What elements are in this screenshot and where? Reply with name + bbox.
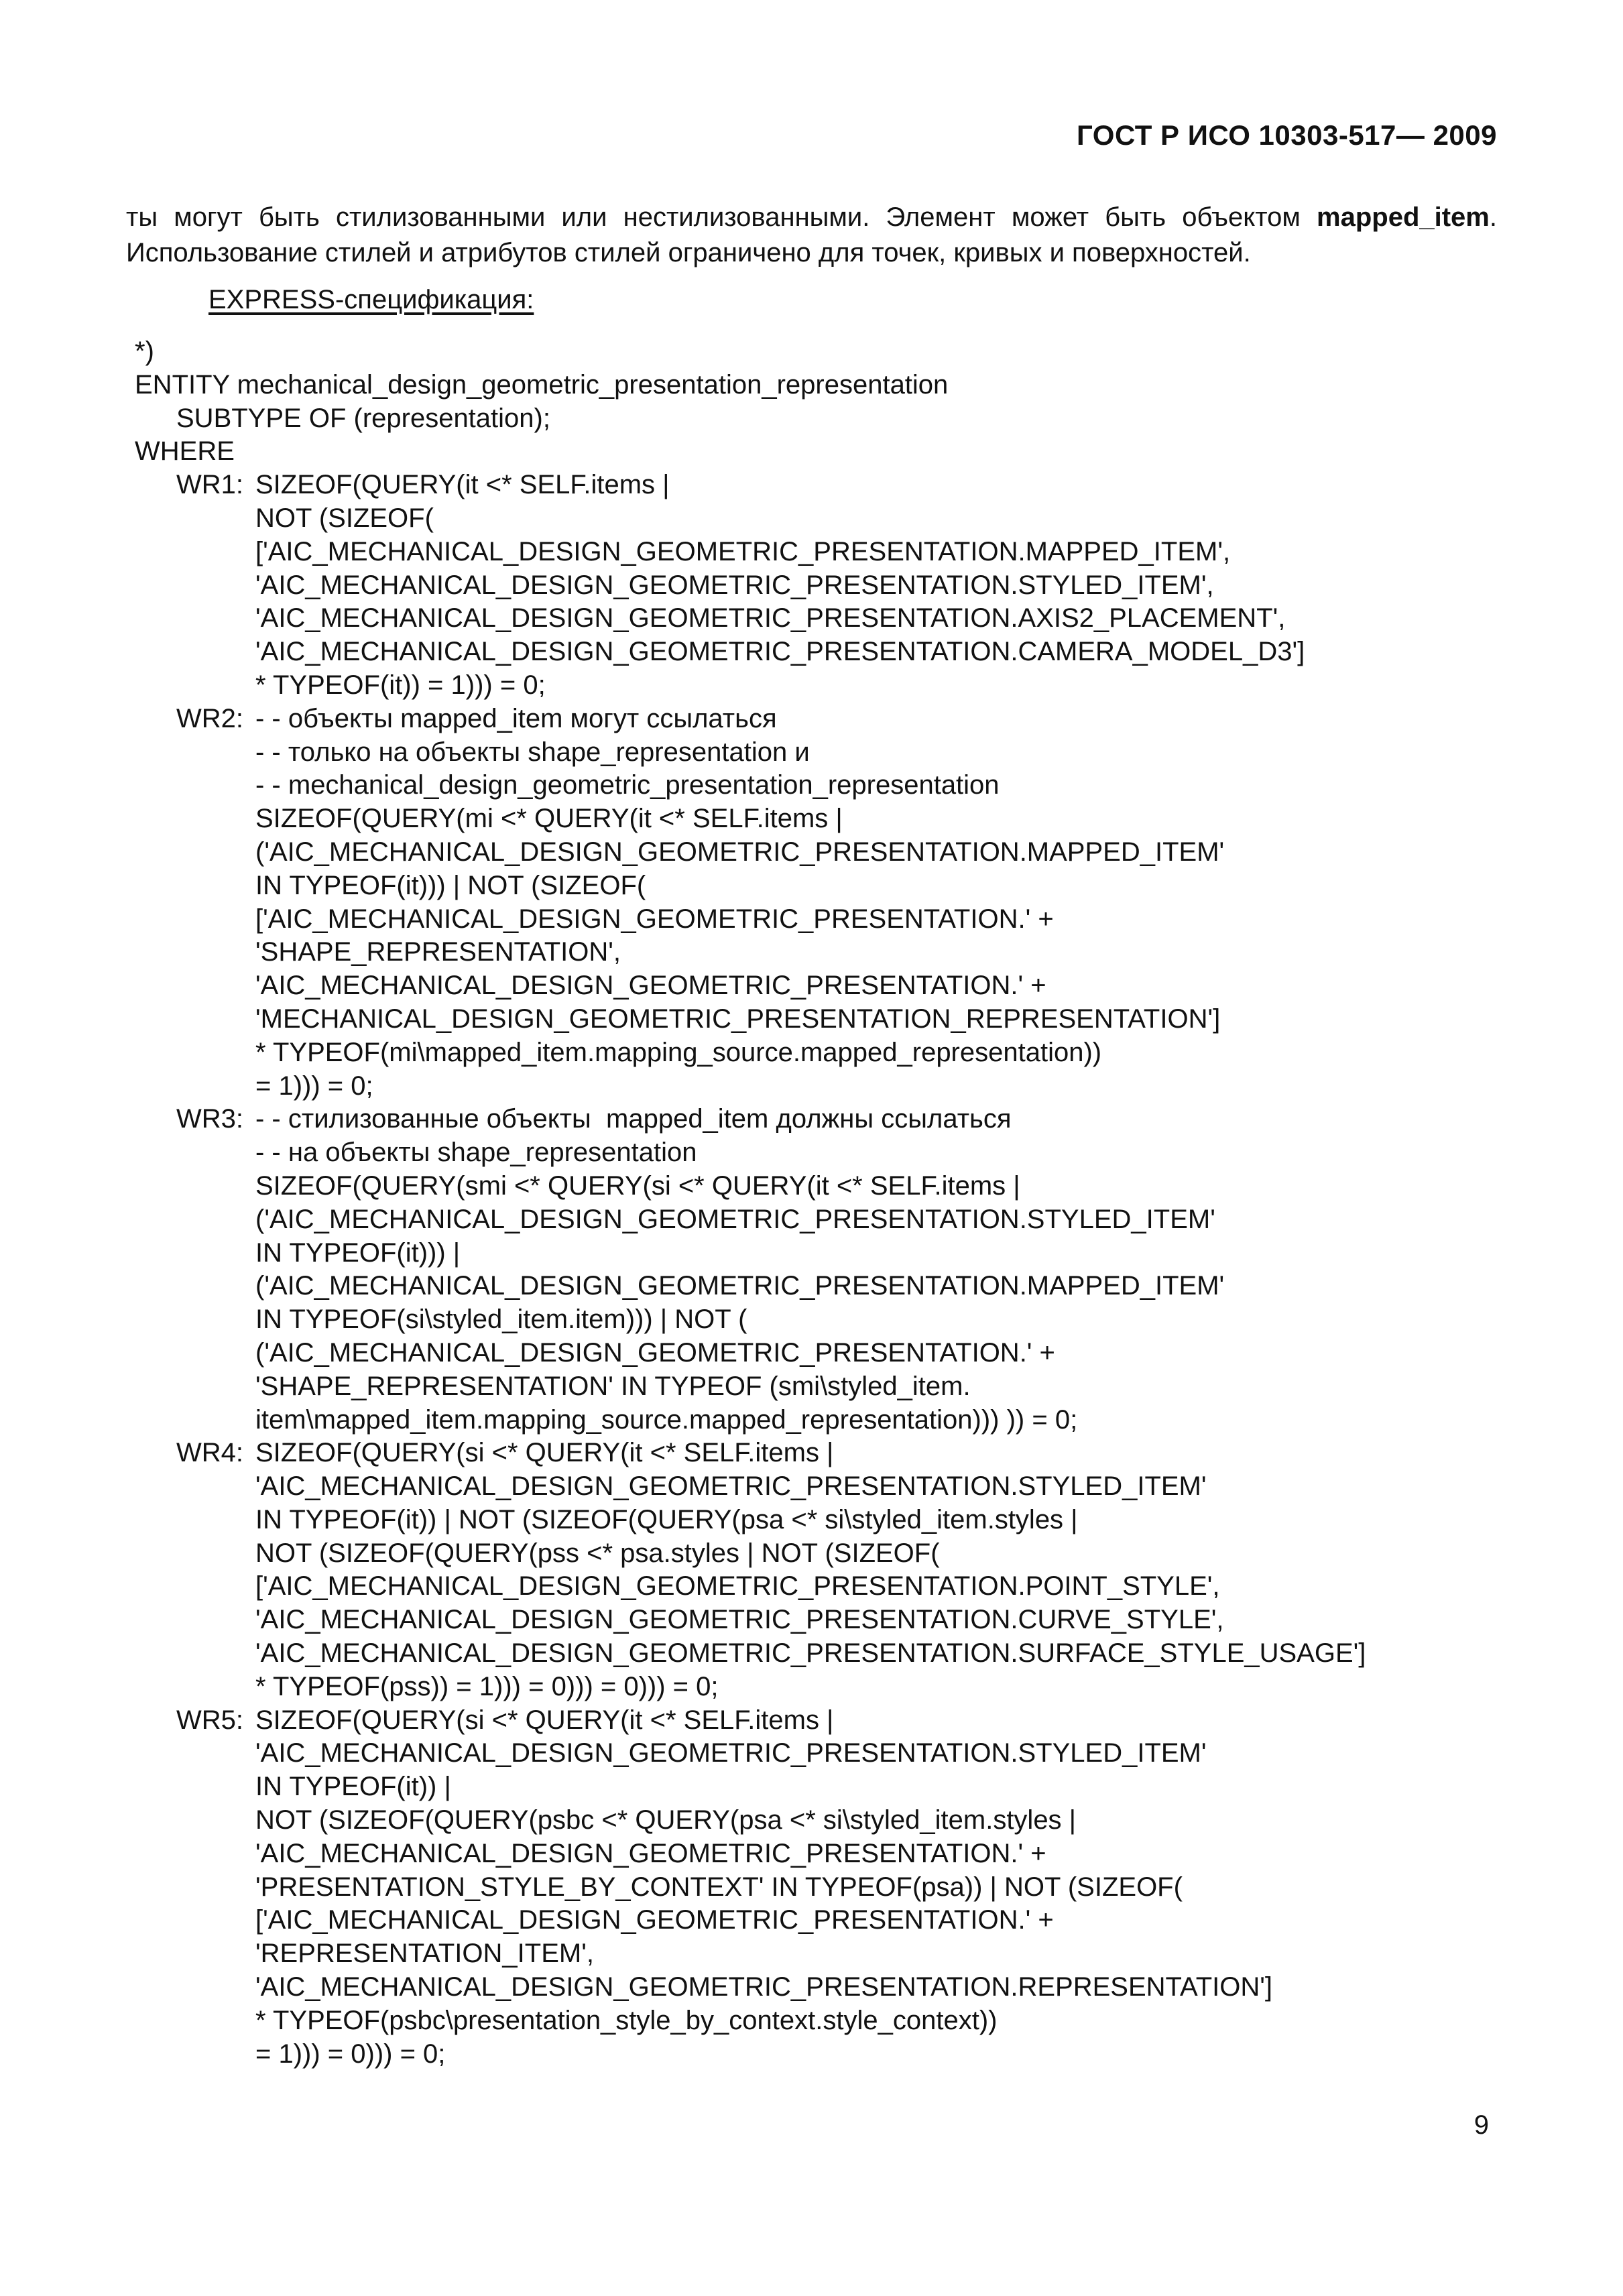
code-line: * TYPEOF(pss)) = 1))) = 0))) = 0))) = 0; [255, 1671, 719, 1701]
code-line: 'AIC_MECHANICAL_DESIGN_GEOMETRIC_PRESENTATION.CAMERA_MODEL_D3'] [255, 637, 1305, 667]
code-line: ('AIC_MECHANICAL_DESIGN_GEOMETRIC_PRESENTATION.MAPPED_ITEM' [255, 1271, 1225, 1301]
rule-label-wr2: WR2: [176, 703, 243, 733]
rule-label-wr4: WR4: [176, 1438, 243, 1468]
code-text: SIZEOF(QUERY(it <* SELF.items | [255, 470, 670, 500]
code-line: * TYPEOF(psbc\presentation_style_by_context.style_context)) [255, 2005, 998, 2035]
code-line: 'MECHANICAL_DESIGN_GEOMETRIC_PRESENTATION_REPRESENTATION'] [255, 1004, 1221, 1034]
code-text: SIZEOF(QUERY(si <* QUERY(it <* SELF.items | [255, 1438, 834, 1468]
document-header-standard: ГОСТ Р ИСО 10303-517— 2009 [1077, 119, 1497, 151]
code-line: 'AIC_MECHANICAL_DESIGN_GEOMETRIC_PRESENTATION.SURFACE_STYLE_USAGE'] [255, 1638, 1366, 1669]
code-line-wr2 [135, 703, 1509, 736]
code-comment: - - стилизованные объекты mapped_item должны ссылаться [255, 1104, 1012, 1134]
code-line: 'AIC_MECHANICAL_DESIGN_GEOMETRIC_PRESENTATION.STYLED_ITEM' [255, 1471, 1207, 1502]
code-line: ['AIC_MECHANICAL_DESIGN_GEOMETRIC_PRESENTATION.' + [255, 1905, 1054, 1935]
intro-text-after: . Использование стилей и атрибутов стилей ограничено для точек, кривых и поверхностей. [126, 202, 1497, 267]
page-number: 9 [1474, 2110, 1489, 2140]
code-comment-line: - - mechanical_design_geometric_presentation_representation [255, 770, 1000, 800]
code-line: * TYPEOF(it)) = 1))) = 0; [255, 670, 546, 700]
code-line: NOT (SIZEOF(QUERY(pss <* psa.styles | NOT (SIZEOF( [255, 1538, 940, 1568]
code-line: = 1))) = 0))) = 0; [255, 2039, 446, 2069]
express-code-block [135, 335, 1509, 2071]
code-line: ['AIC_MECHANICAL_DESIGN_GEOMETRIC_PRESENTATION.' + [255, 904, 1054, 934]
code-line: IN TYPEOF(it)) | [255, 1772, 451, 1802]
code-line: ('AIC_MECHANICAL_DESIGN_GEOMETRIC_PRESENTATION.MAPPED_ITEM' [255, 837, 1225, 867]
code-line: 'AIC_MECHANICAL_DESIGN_GEOMETRIC_PRESENTATION.AXIS2_PLACEMENT', [255, 603, 1286, 633]
code-line: 'AIC_MECHANICAL_DESIGN_GEOMETRIC_PRESENTATION.' + [255, 971, 1046, 1001]
code-line: 'SHAPE_REPRESENTATION' IN TYPEOF (smi\styled_item. [255, 1371, 971, 1401]
code-line: ('AIC_MECHANICAL_DESIGN_GEOMETRIC_PRESENTATION.STYLED_ITEM' [255, 1204, 1215, 1234]
code-line: 'AIC_MECHANICAL_DESIGN_GEOMETRIC_PRESENTATION.REPRESENTATION'] [255, 1972, 1273, 2002]
code-line: NOT (SIZEOF(QUERY(psbc <* QUERY(psa <* si\styled_item.styles | [255, 1805, 1077, 1835]
rule-label-wr5: WR5: [176, 1705, 243, 1735]
code-line-entity: ENTITY mechanical_design_geometric_presentation_representation [135, 369, 949, 400]
code-line: 'PRESENTATION_STYLE_BY_CONTEXT' IN TYPEOF(psa)) | NOT (SIZEOF( [255, 1872, 1183, 1902]
code-line-wr1 [135, 469, 1509, 502]
rule-label-wr3: WR3: [176, 1104, 243, 1134]
code-line: 'REPRESENTATION_ITEM', [255, 1939, 594, 1969]
code-line: 'AIC_MECHANICAL_DESIGN_GEOMETRIC_PRESENTATION.CURVE_STYLE', [255, 1605, 1224, 1635]
code-comment-line: - - на объекты shape_representation [255, 1138, 697, 1168]
code-line-wr5 [135, 1704, 1509, 1738]
code-line: IN TYPEOF(it))) | NOT (SIZEOF( [255, 870, 646, 900]
code-line: 'AIC_MECHANICAL_DESIGN_GEOMETRIC_PRESENTATION.STYLED_ITEM', [255, 570, 1214, 600]
code-line-subtype: SUBTYPE OF (representation); [176, 403, 550, 433]
code-line: SIZEOF(QUERY(smi <* QUERY(si <* QUERY(it <* SELF.items | [255, 1170, 1020, 1201]
code-line: ('AIC_MECHANICAL_DESIGN_GEOMETRIC_PRESENTATION.' + [255, 1337, 1055, 1368]
code-text: SIZEOF(QUERY(si <* QUERY(it <* SELF.items | [255, 1705, 834, 1735]
code-line: *) [135, 337, 154, 366]
code-line: 'AIC_MECHANICAL_DESIGN_GEOMETRIC_PRESENTATION.' + [255, 1838, 1046, 1868]
code-line-wr4 [135, 1437, 1509, 1470]
code-line: = 1))) = 0; [255, 1071, 373, 1101]
code-line: IN TYPEOF(it))) | [255, 1237, 461, 1268]
code-line: IN TYPEOF(it)) | NOT (SIZEOF(QUERY(psa <* si\styled_item.styles | [255, 1504, 1078, 1534]
code-line: ['AIC_MECHANICAL_DESIGN_GEOMETRIC_PRESENTATION.POINT_STYLE', [255, 1571, 1220, 1602]
code-line: 'AIC_MECHANICAL_DESIGN_GEOMETRIC_PRESENTATION.STYLED_ITEM' [255, 1738, 1207, 1768]
code-line-wr3 [135, 1103, 1509, 1136]
code-comment-line: - - только на объекты shape_representation и [255, 737, 810, 767]
code-line: IN TYPEOF(si\styled_item.item))) | NOT ( [255, 1305, 747, 1335]
rule-label-wr1: WR1: [176, 470, 243, 500]
code-line: SIZEOF(QUERY(mi <* QUERY(it <* SELF.items | [255, 804, 843, 834]
express-spec-heading: EXPRESS-спецификация: [208, 285, 534, 314]
code-line: item\mapped_item.mapping_source.mapped_representation))) )) = 0; [255, 1404, 1078, 1435]
intro-bold-term: mapped_item [1317, 202, 1490, 232]
code-line: ['AIC_MECHANICAL_DESIGN_GEOMETRIC_PRESENTATION.MAPPED_ITEM', [255, 536, 1231, 566]
code-comment: - - объекты mapped_item могут ссылаться [255, 703, 777, 733]
code-line: NOT (SIZEOF( [255, 503, 434, 533]
code-line: 'SHAPE_REPRESENTATION', [255, 937, 621, 967]
intro-text-before: ты могут быть стилизованными или нестилизованными. Элемент может быть объектом [126, 202, 1317, 232]
code-line: * TYPEOF(mi\mapped_item.mapping_source.mapped_representation)) [255, 1037, 1102, 1067]
code-line-where: WHERE [135, 436, 235, 467]
intro-paragraph [126, 200, 1497, 271]
